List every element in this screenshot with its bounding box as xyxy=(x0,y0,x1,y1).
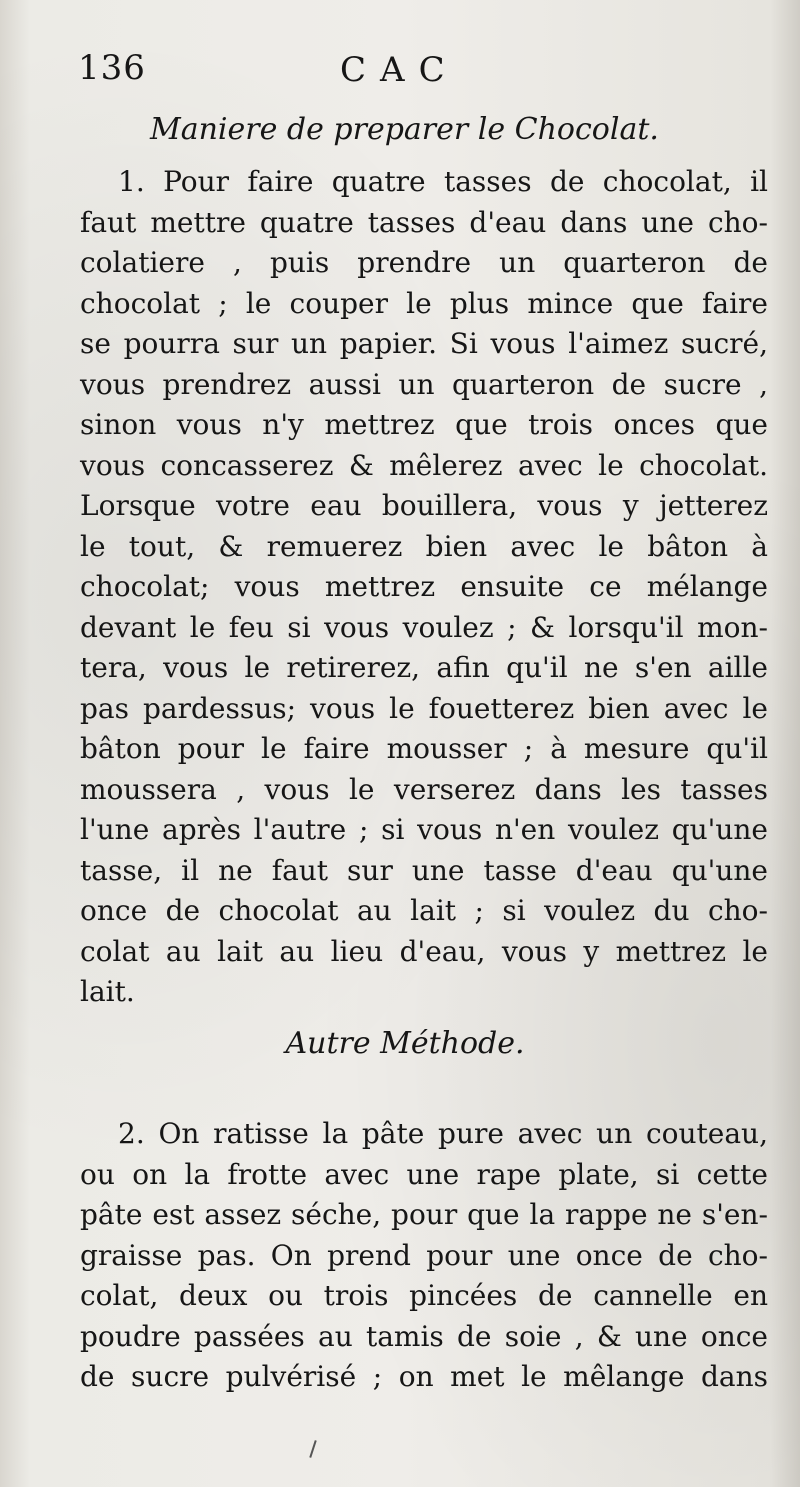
text-line: se pourra sur un papier. Si vous l'aimez sucré, xyxy=(80,327,768,360)
text-line: faut mettre quatre tasses d'eau dans une cho- xyxy=(80,205,768,239)
text-line: pas pardessus; vous le fouetterez bien avec le xyxy=(80,691,768,725)
text-line: moussera , vous le verserez dans les tasses xyxy=(80,772,768,806)
text-line: de sucre pulvérisé ; on met le mêlange dans xyxy=(80,1360,768,1393)
text-line: le tout, & remuerez bien avec le bâton à xyxy=(80,529,768,563)
text-line: chocolat; vous mettrez ensuite ce mélange xyxy=(80,570,768,603)
text-line: colatiere , puis prendre un quarteron de xyxy=(80,246,768,279)
text-line: 1. Pour faire quatre tasses de chocolat, il xyxy=(118,165,768,198)
text-line: chocolat ; le couper le plus mince que faire xyxy=(80,286,768,320)
page-number: 136 xyxy=(78,48,146,88)
text-line: once de chocolat au lait ; si voulez du cho- xyxy=(80,894,768,927)
section-heading-2: Autre Méthode. xyxy=(285,1026,525,1061)
text-line: Lorsque votre eau bouillera, vous y jetterez xyxy=(80,489,768,522)
recipe-paragraph-2 xyxy=(80,1114,768,1398)
text-line: colat, deux ou trois pincées de cannelle en xyxy=(80,1279,768,1312)
recipe-paragraph-1 xyxy=(80,162,768,1013)
text-line: bâton pour le faire mousser ; à mesure qu'il xyxy=(80,732,768,765)
text-line: lait. xyxy=(80,975,135,1008)
section-heading: Maniere de preparer le Chocolat. xyxy=(150,112,659,147)
ink-mark xyxy=(309,1440,316,1458)
text-line: sinon vous n'y mettrez que trois onces que xyxy=(80,408,768,441)
text-line: vous prendrez aussi un quarteron de sucre , xyxy=(80,367,768,401)
text-line: graisse pas. On prend pour une once de cho- xyxy=(80,1238,768,1272)
text-line: l'une après l'autre ; si vous n'en voulez qu'une xyxy=(80,813,768,846)
text-line: tera, vous le retirerez, afin qu'il ne s'en aille xyxy=(80,651,768,684)
page-header xyxy=(78,48,768,100)
running-head: CAC xyxy=(340,50,459,90)
text-line: vous concasserez & mêlerez avec le chocolat. xyxy=(80,448,768,482)
text-line: poudre passées au tamis de soie , & une once xyxy=(80,1319,768,1353)
text-line: pâte est assez séche, pour que la rappe ne s'en- xyxy=(80,1198,768,1231)
text-line: devant le feu si vous voulez ; & lorsqu'il mon- xyxy=(80,610,768,644)
text-line: ou on la frotte avec une rape plate, si cette xyxy=(80,1157,768,1191)
text-line: colat au lait au lieu d'eau, vous y mettrez le xyxy=(80,934,768,968)
text-line: tasse, il ne faut sur une tasse d'eau qu'une xyxy=(80,853,768,887)
text-line: 2. On ratisse la pâte pure avec un couteau, xyxy=(118,1117,768,1150)
